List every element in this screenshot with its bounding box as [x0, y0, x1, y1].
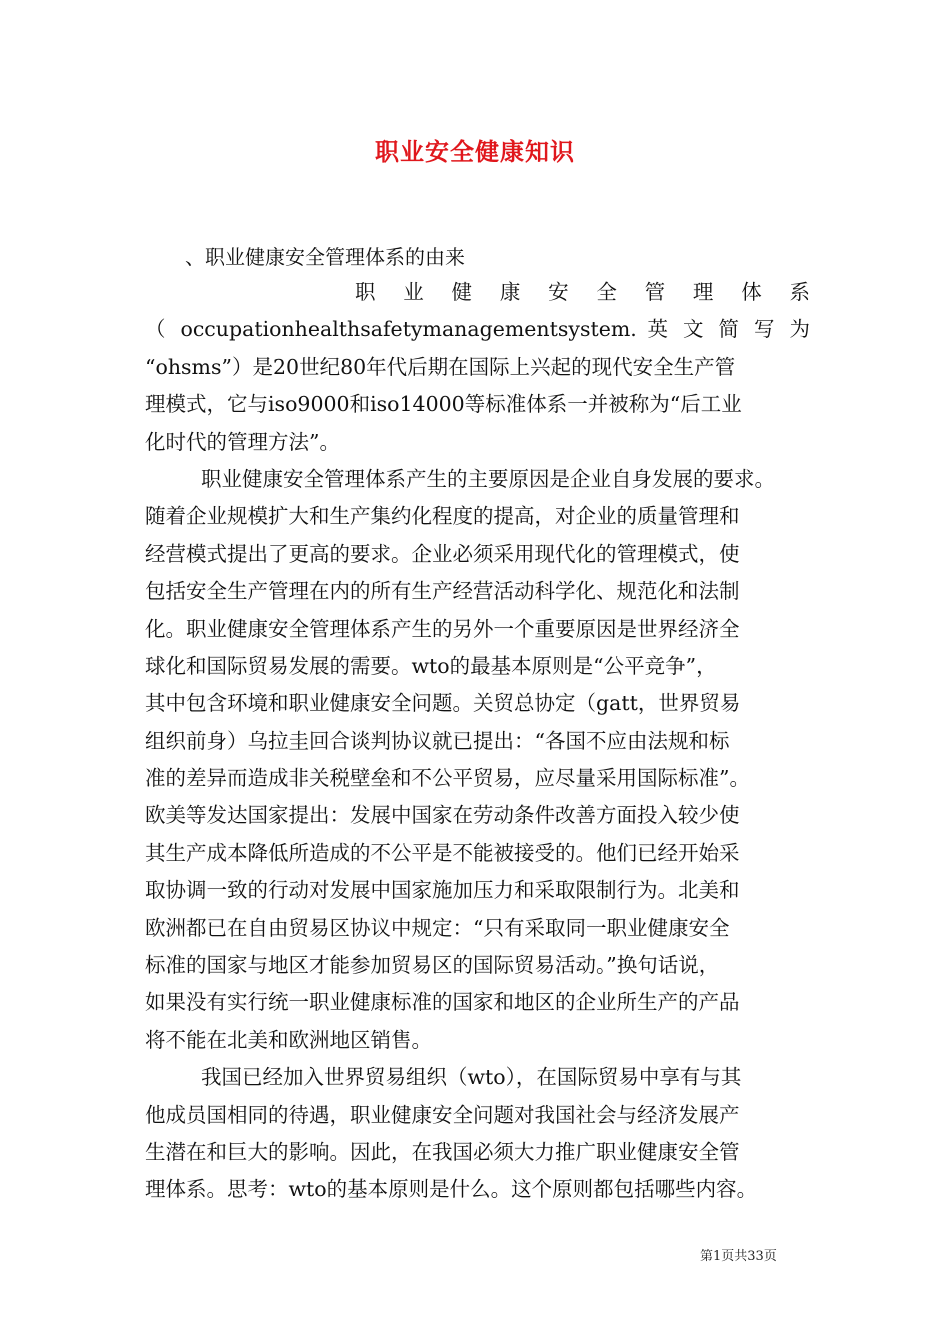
- text-line: 他成员国相同的待遇，职业健康安全问题对我国社会与经济发展产: [145, 1102, 740, 1127]
- text-line: 生潜在和巨大的影响。因此，在我国必须大力推广职业健康安全管: [145, 1139, 740, 1164]
- text-line: 准的差异而造成非关税壁垒和不公平贸易，应尽量采用国际标准”。: [145, 766, 750, 791]
- text-line: 将不能在北美和欧洲地区销售。: [145, 1027, 432, 1052]
- page-footer: 第1页共33页: [700, 1249, 777, 1264]
- text-line: 标准的国家与地区才能参加贸易区的国际贸易活动。”换句话说，: [145, 953, 720, 978]
- text-line: 我国已经加入世界贸易组织（wto），在国际贸易中享有与其: [201, 1065, 742, 1090]
- text-line: 其中包含环境和职业健康安全问题。关贸总协定（gatt，世界贸易: [145, 691, 741, 716]
- text-line: 化时代的管理方法”。: [145, 429, 340, 454]
- section-heading: 、职业健康安全管理体系的由来: [185, 245, 465, 269]
- text-line: 组织前身）乌拉圭回合谈判协议就已提出：“各国不应由法规和标: [145, 728, 730, 753]
- text-line: 球化和国际贸易发展的需要。wto的最基本原则是“公平竞争”，: [145, 653, 717, 678]
- text-line: 如果没有实行统一职业健康标准的国家和地区的企业所生产的产品: [145, 990, 740, 1015]
- body-text: [145, 274, 810, 1209]
- document-title: 职业安全健康知识: [375, 137, 575, 166]
- text-line: 经营模式提出了更高的要求。企业必须采用现代化的管理模式，使: [145, 541, 740, 566]
- text-line: “ohsms”）是20世纪80年代后期在国际上兴起的现代安全生产管: [145, 354, 736, 379]
- text-line: 理体系。思考：wto的基本原则是什么。这个原则都包括哪些内容。: [145, 1177, 758, 1202]
- text-line: 其生产成本降低所造成的不公平是不能被接受的。他们已经开始采: [145, 840, 740, 865]
- text-line: （ occupationhealthsafetymanagementsystem. 英 文 简 写 为: [145, 317, 810, 342]
- text-line: 取协调一致的行动对发展中国家施加压力和采取限制行为。北美和: [145, 878, 740, 903]
- text-line: 包括安全生产管理在内的所有生产经营活动科学化、规范化和法制: [145, 579, 740, 604]
- text-line: 职业健康安全管理体系产生的主要原因是企业自身发展的要求。: [201, 466, 775, 491]
- text-line: 化。职业健康安全管理体系产生的另外一个重要原因是世界经济全: [145, 616, 740, 641]
- text-line: 职 业 健 康 安 全 管 理 体 系: [355, 280, 810, 304]
- text-line: 欧洲都已在自由贸易区协议中规定：“只有采取同一职业健康安全: [145, 915, 730, 940]
- text-line: 理模式，它与iso9000和iso14000等标准体系一并被称为“后工业: [145, 392, 742, 417]
- text-line: 欧美等发达国家提出：发展中国家在劳动条件改善方面投入较少使: [145, 803, 740, 828]
- text-line: 随着企业规模扩大和生产集约化程度的提高，对企业的质量管理和: [145, 504, 740, 529]
